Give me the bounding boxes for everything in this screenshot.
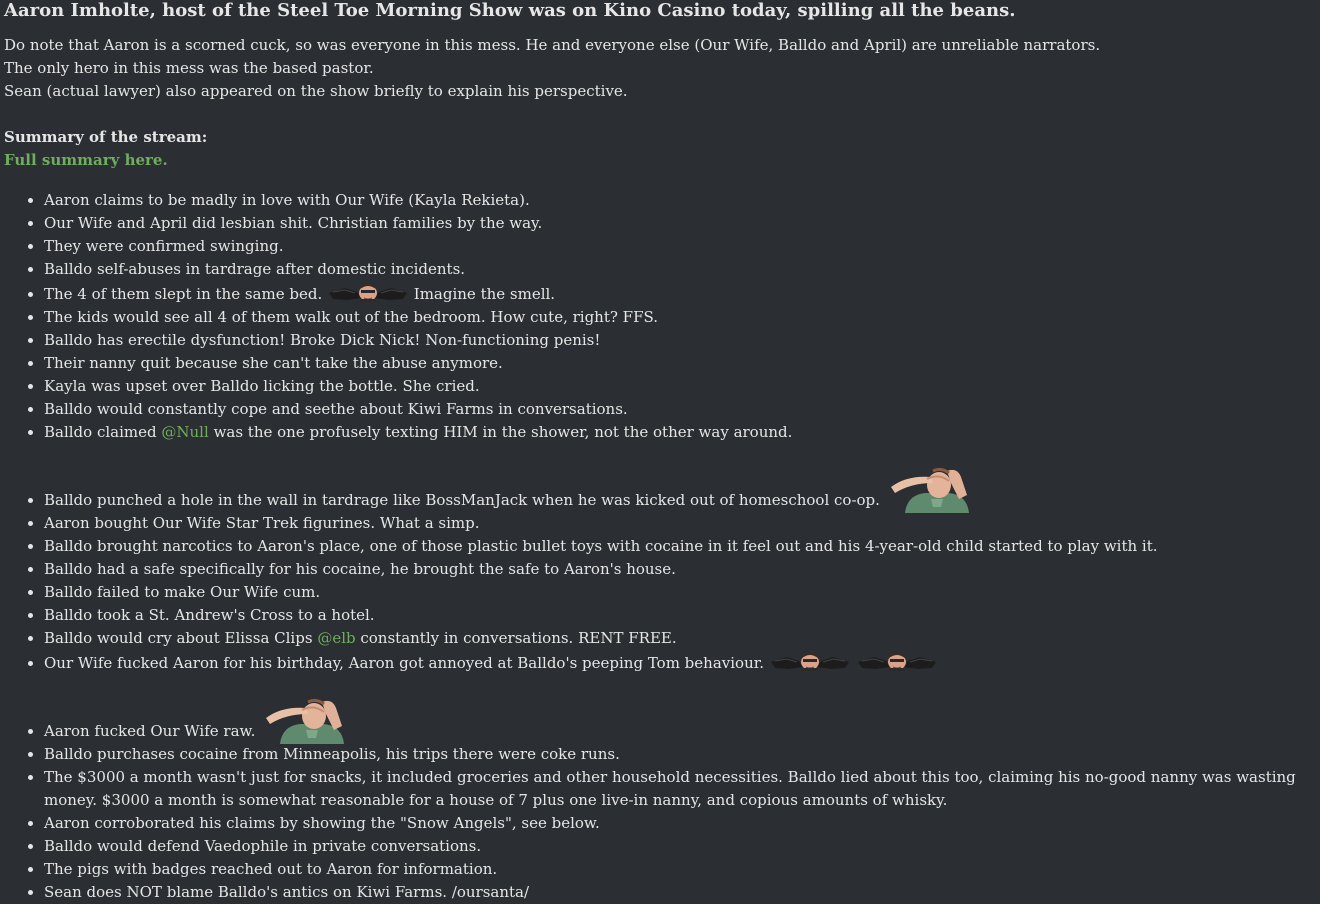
- list-item: • Balldo would constantly cope and seethe about Kiwi Farms in conversations.: [44, 398, 1320, 421]
- list-item: • They were confirmed swinging.: [44, 235, 1320, 258]
- covering-eyes-emoji-icon: [856, 653, 938, 671]
- list-item: • The 4 of them slept in the same bed. Imagine the smell.: [44, 281, 1320, 306]
- list-item: • Balldo brought narcotics to Aaron's place, one of those plastic bullet toys with cocaine in it feel out and his 4-year-old child started to play with it.: [44, 535, 1320, 558]
- list-item: • The $3000 a month wasn't just for snacks, it included groceries and other household necessities. Balldo lied about this too, claiming his no-good nanny was wasting money. $3000 a month is somewhat reasonable for a house of 7 plus one live-in nanny, and copious amounts of whisky.: [44, 766, 1320, 812]
- list-item: • Aaron claims to be madly in love with Our Wife (Kayla Rekieta).: [44, 189, 1320, 212]
- list-item: • Balldo claimed @Null was the one profusely texting HIM in the shower, not the other way around.: [44, 421, 1320, 444]
- summary-heading: Summary of the stream:: [4, 128, 208, 146]
- list-item: • Our Wife and April did lesbian shit. Christian families by the way.: [44, 212, 1320, 235]
- intro-section: [4, 34, 1320, 172]
- summary-list: [4, 189, 1320, 904]
- list-item: • Aaron corroborated his claims by showing the "Snow Angels", see below.: [44, 812, 1320, 835]
- covering-eyes-emoji-icon: [327, 284, 409, 302]
- list-item: • Balldo punched a hole in the wall in tardrage like BossManJack when he was kicked out of homeschool co-op.: [44, 457, 1320, 512]
- list-item: • Balldo purchases cocaine from Minneapolis, his trips there were coke runs.: [44, 743, 1320, 766]
- facepalm-emoji-icon: [262, 696, 362, 744]
- full-summary-link[interactable]: Full summary here.: [4, 151, 168, 169]
- list-item: • Balldo failed to make Our Wife cum.: [44, 581, 1320, 604]
- list-item: • Aaron fucked Our Wife raw.: [44, 688, 1320, 743]
- mention-elb-link[interactable]: @elb: [317, 629, 356, 647]
- list-item: • The pigs with badges reached out to Aaron for information.: [44, 858, 1320, 881]
- list-item: • Balldo had a safe specifically for his cocaine, he brought the safe to Aaron's house.: [44, 558, 1320, 581]
- intro-line: The only hero in this mess was the based pastor.: [4, 59, 374, 77]
- list-item: • Balldo would cry about Elissa Clips @elb constantly in conversations. RENT FREE.: [44, 627, 1320, 650]
- thread-title: Aaron Imholte, host of the Steel Toe Morning Show was on Kino Casino today, spilling all the beans.: [4, 0, 1016, 21]
- intro-line: Do note that Aaron is a scorned cuck, so was everyone in this mess. He and everyone else (Our Wife, Balldo and April) are unreliable narrators.: [4, 36, 1101, 54]
- list-item: • Their nanny quit because she can't take the abuse anymore.: [44, 352, 1320, 375]
- facepalm-emoji-icon: [887, 465, 987, 513]
- list-item: • Kayla was upset over Balldo licking the bottle. She cried.: [44, 375, 1320, 398]
- intro-line: Sean (actual lawyer) also appeared on the show briefly to explain his perspective.: [4, 82, 628, 100]
- list-item: • The kids would see all 4 of them walk out of the bedroom. How cute, right? FFS.: [44, 306, 1320, 329]
- list-item: • Balldo has erectile dysfunction! Broke Dick Nick! Non-functioning penis!: [44, 329, 1320, 352]
- list-item: • Sean does NOT blame Balldo's antics on Kiwi Farms. /oursanta/: [44, 881, 1320, 904]
- mention-null-link[interactable]: @Null: [161, 423, 209, 441]
- covering-eyes-emoji-icon: [769, 653, 851, 671]
- list-item: • Balldo took a St. Andrew's Cross to a hotel.: [44, 604, 1320, 627]
- list-item: • Balldo self-abuses in tardrage after domestic incidents.: [44, 258, 1320, 281]
- list-item: • Aaron bought Our Wife Star Trek figurines. What a simp.: [44, 512, 1320, 535]
- list-item: • Our Wife fucked Aaron for his birthday, Aaron got annoyed at Balldo's peeping Tom behaviour.: [44, 650, 1320, 675]
- list-item: • Balldo would defend Vaedophile in private conversations.: [44, 835, 1320, 858]
